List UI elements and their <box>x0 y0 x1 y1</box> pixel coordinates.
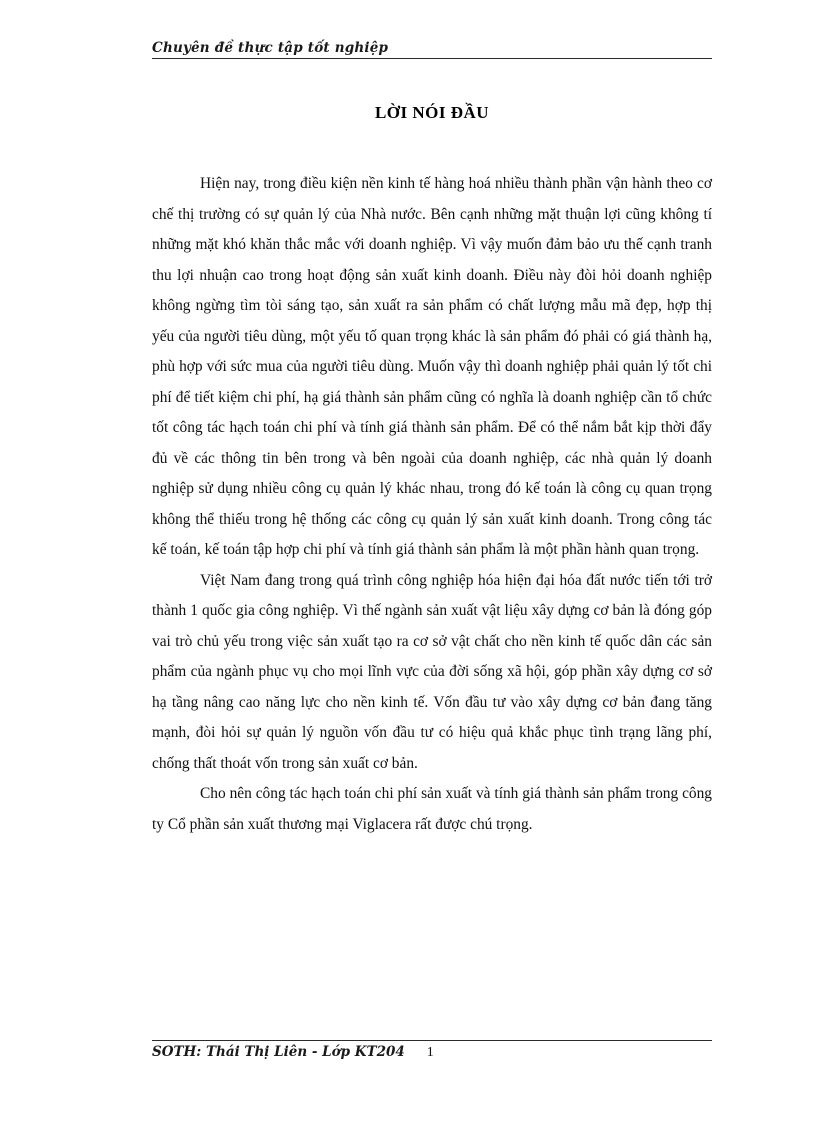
page-number: 1 <box>426 1045 434 1060</box>
body-text <box>152 169 712 840</box>
footer-divider <box>152 1040 712 1041</box>
page-content <box>152 40 712 840</box>
running-footer <box>152 1040 712 1061</box>
running-header-text: Chuyên đề thực tập tốt nghiệp <box>152 40 389 56</box>
running-header <box>152 40 712 59</box>
page-title: LỜI NÓI ĐẦU <box>374 103 490 122</box>
paragraph: Cho nên công tác hạch toán chi phí sản xuất và tính giá thành sản phẩm trong công ty Cổ phần sản xuất thương mại Viglacera rất được chú trọng. <box>152 785 712 833</box>
footer-text: SOTH: Thái Thị Liên - Lớp KT204 <box>152 1044 405 1060</box>
paragraph: Hiện nay, trong điều kiện nền kinh tế hàng hoá nhiều thành phần vận hành theo cơ chế thị trường có sự quản lý của Nhà nước. Bên cạnh những mặt thuận lợi cũng không tí những mặt khó khăn thắc mắc với doanh nghiệp. Vì vậy muốn đảm bảo ưu thế cạnh tranh thu lợi nhuận cao trong hoạt động sản xuất kinh doanh. Điều này đòi hỏi doanh nghiệp không ngừng tìm tòi sáng tạo, sản xuất ra sản phẩm có chất lượng mẫu mã đẹp, hợp thị yếu của người tiêu dùng, một yếu tố quan trọng khác là sản phẩm đó phải có giá thành hạ, phù hợp với sức mua của người tiêu dùng. Muốn vậy thì doanh nghiệp phải quản lý tốt chi phí để tiết kiệm chi phí, hạ giá thành sản phẩm cũng có nghĩa là doanh nghiệp cần tổ chức tốt công tác hạch toán chi phí và tính giá thành sản phẩm. Để có thể nắm bắt kịp thời đẩy đủ về các thông tin bên trong và bên ngoài của doanh nghiệp, các nhà quản lý doanh nghiệp sử dụng nhiều công cụ quản lý khác nhau, trong đó kế toán là công cụ quan trọng không thể thiếu trong hệ thống các công cụ quản lý sản xuất kinh doanh. Trong công tác kế toán, kế toán tập hợp chi phí và tính giá thành sản phẩm là một phần hành quan trọng. <box>152 175 712 558</box>
footer-row <box>152 1044 712 1061</box>
paragraph: Việt Nam đang trong quá trình công nghiệp hóa hiện đại hóa đất nước tiến tới trở thành 1 quốc gia công nghiệp. Vì thế ngành sản xuất vật liệu xây dựng cơ bản là đóng góp vai trò chủ yếu trong việc sản xuất tạo ra cơ sở vật chất cho nền kinh tế quốc dân các sản phẩm của ngành phục vụ cho mọi lĩnh vực của đời sống xã hội, góp phần xây dựng cơ sở hạ tầng nâng cao năng lực cho nền kinh tế. Vốn đầu tư vào xây dựng cơ bản đang tăng mạnh, đòi hỏi sự quản lý nguồn vốn đầu tư có hiệu quả khắc phục tình trạng lãng phí, chống thất thoát vốn trong sản xuất cơ bản. <box>152 571 712 772</box>
